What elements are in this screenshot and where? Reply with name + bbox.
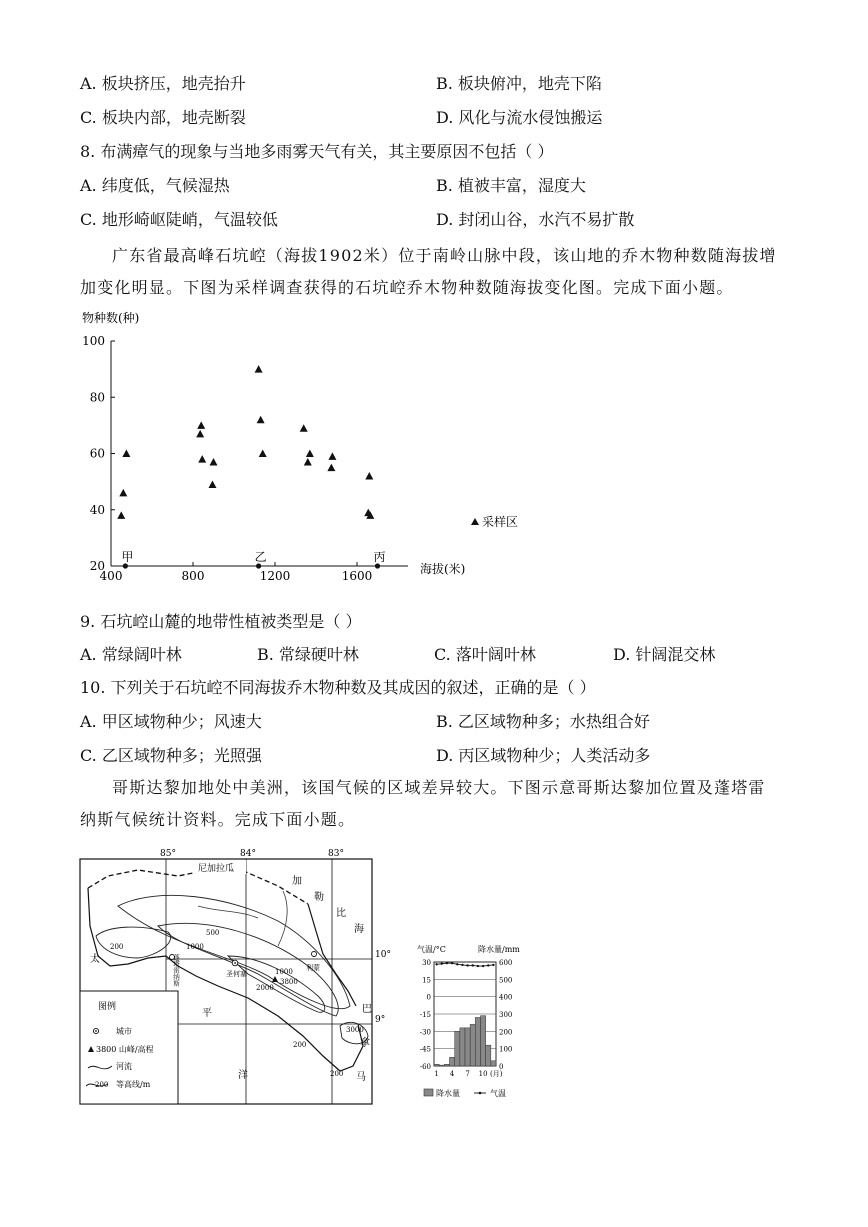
sample-point-marker [255,365,263,373]
precip-bar [475,1017,480,1066]
precip-bar [460,1028,465,1066]
q9-option-c: C. 落叶阔叶林 [434,645,536,664]
q7-option-b: B. 板块俯冲，地壳下陷 [436,74,602,93]
climate-precip-tick: 100 [499,1045,513,1054]
passage-shikengkong: 广东省最高峰石坑崆（海拔1902米）位于南岭山脉中段，该山地的乔木物种数随海拔增加变化明显。下图为采样调查获得的石坑崆乔木物种数随海拔变化图。完成下面小题。 [80,246,777,297]
sea-char-3: 比 [336,908,346,919]
climate-temp-tick: -45 [419,1045,431,1054]
chart-y-tick-label: 100 [82,334,105,348]
climate-precip-tick: 200 [499,1028,513,1037]
q8-stem: 8. 布满瘴气的现象与当地多雨雾天气有关，其主要原因不包括（ ） [80,142,554,161]
panama-char-1: 巴 [362,1004,372,1015]
chart-y-tick-label: 20 [89,559,105,573]
precip-bar [486,1045,491,1066]
climate-month-tick: 7 [465,1070,470,1078]
legend-city-label: 城市 [116,1027,132,1036]
sample-point-marker [119,489,127,497]
sample-point-marker [196,430,204,438]
contour-label-1000a: 1000 [186,943,204,951]
lon-label-84: 84° [240,849,256,859]
lat-label-9: 9° [375,1015,386,1025]
temperature-point [461,964,463,966]
q9-option-a: A. 常绿阔叶林 [80,645,182,664]
sample-point-marker [328,452,336,460]
ocean-char-2: 平 [202,1008,212,1019]
chart-y-tick-label: 80 [89,390,105,405]
q9-option-d: D. 针阔混交林 [613,645,716,664]
temperature-point [446,962,448,964]
legend-river-label: 河流 [116,1062,132,1071]
precip-bar [444,1064,449,1066]
zone-label: 丙 [373,550,386,564]
temperature-point [477,965,479,967]
climate-temp-tick: 15 [422,976,431,985]
climate-legend-precip: 降水量 [436,1089,460,1098]
sample-point-marker [306,450,314,458]
chart-y-tick-label: 40 [89,502,105,517]
contour-label-3000: 3000 [346,1026,364,1034]
map-legend-title: 图例 [98,1002,117,1012]
precip-bar [439,1065,444,1066]
precip-bar [455,1031,460,1066]
sample-point-marker [257,416,265,424]
temperature-point [472,964,474,966]
temperature-point [451,962,453,964]
city-marker-limon [312,952,317,957]
q10-option-a: A. 甲区域物种少；风速大 [80,712,262,731]
precip-bar [481,1016,486,1066]
q7-option-d: D. 风化与流水侵蚀搬运 [436,108,603,127]
q8-option-b: B. 植被丰富，湿度大 [436,176,586,195]
panama-char-2: 拿 [360,1038,370,1049]
contour-label-200c: 200 [330,1070,344,1078]
sample-point-marker [208,480,216,488]
temperature-point [492,964,494,966]
q9-stem: 9. 石坑崆山麓的地带性植被类型是（ ） [80,612,362,631]
q8-option-a: A. 纬度低，气候湿热 [80,176,230,195]
q10-option-d: D. 丙区域物种少；人类活动多 [436,746,651,765]
climate-month-tick: 10 [478,1070,488,1078]
peak-elevation: 3800 [280,978,298,986]
climate-month-unit: (月) [490,1070,503,1078]
climate-precip-tick: 500 [499,976,513,985]
legend-contour-label: 等高线/m [116,1080,151,1089]
climate-legend-temp: 气温 [490,1089,506,1098]
climate-temp-tick: 30 [422,959,431,967]
sea-char-4: 海 [354,924,364,935]
precip-bar [465,1028,470,1066]
sample-point-marker [198,455,206,463]
city-label-san-jose: 圣何塞 [226,970,247,978]
chart-x-axis-label: 海拔(米) [420,562,466,576]
sample-point-marker [304,458,312,466]
sample-point-marker [122,450,130,458]
precip-bar [491,1061,496,1066]
chart-x-tick-label: 1600 [341,569,373,583]
zone-marker [375,563,380,568]
costa-rica-map [78,846,391,1108]
legend-contour-value: 200 [95,1081,109,1089]
zone-marker [256,563,261,568]
zone-label: 乙 [254,550,267,564]
contour-label-200a: 200 [110,943,124,951]
q8-option-c: C. 地形崎岖陡峭，气温较低 [80,210,278,229]
city-label-limon: 利蒙 [306,964,320,972]
climate-temp-tick: 0 [426,993,431,1002]
ocean-char-1: 太 [90,954,100,965]
city-label-puntarenas: 蓬塔雷纳斯 [172,954,180,987]
sea-char-2: 勒 [314,892,324,903]
species-elevation-scatter-chart [78,308,548,583]
climate-precip-tick: 400 [499,993,513,1002]
puntarenas-climate-chart [408,938,568,1102]
q7-option-a: A. 板块挤压，地壳抬升 [80,74,246,93]
climate-precip-tick: 600 [499,959,513,967]
chart-legend-label: 采样区 [482,515,519,529]
legend-precip-swatch [424,1089,433,1096]
climate-month-tick: 4 [449,1070,455,1078]
chart-x-tick-label: 400 [99,569,123,583]
lon-label-83: 83° [328,849,344,859]
climate-precip-tick: 300 [499,1011,513,1019]
chart-x-tick-label: 1200 [259,569,291,583]
legend-peak-label: 3800 山峰/高程 [96,1045,154,1054]
q8-option-d: D. 封闭山谷，水汽不易扩散 [436,210,635,229]
temperature-point [456,963,458,965]
sample-point-marker [365,472,373,480]
sample-point-marker [117,511,125,519]
climate-temp-tick: -60 [419,1063,431,1071]
lon-label-85: 85° [160,849,176,859]
zone-label: 甲 [121,550,134,564]
sample-point-marker [300,424,308,432]
climate-precip-axis-label: 降水量/mm [478,945,520,954]
sea-char-1: 加 [292,876,302,887]
legend-triangle-marker [471,518,479,525]
precip-bar [434,1064,439,1066]
zone-marker [123,563,128,568]
contour-label-200b: 200 [293,1041,307,1049]
sample-point-marker [327,464,335,472]
climate-temp-tick: -15 [419,1011,431,1019]
chart-x-tick-label: 800 [181,569,205,583]
contour-label-2000: 2000 [256,984,274,992]
sample-point-marker [197,421,205,429]
temperature-point [466,964,468,966]
temperature-point [487,964,489,966]
q10-stem: 10. 下列关于石坑崆不同海拔乔木物种数及其成因的叙述，正确的是（ ） [80,678,596,697]
q9-option-b: B. 常绿硬叶林 [257,645,359,664]
precip-bar [450,1057,455,1066]
sample-point-marker [210,458,218,466]
chart-y-axis-label: 物种数(种) [82,311,140,325]
panama-char-3: 马 [356,1072,366,1083]
contour-label-500: 500 [206,929,220,937]
temperature-point [482,965,484,967]
temperature-point [435,963,437,965]
q7-option-c: C. 板块内部，地壳断裂 [80,108,246,127]
contour-label-1000b: 1000 [275,968,293,976]
chart-y-tick-label: 60 [89,446,105,461]
climate-month-tick: 1 [434,1070,439,1078]
climate-temp-axis-label: 气温/°C [417,945,446,954]
lat-label-10: 10° [375,950,391,960]
q10-option-c: C. 乙区域物种多；光照强 [80,746,262,765]
climate-temp-tick: -30 [419,1028,431,1037]
passage-costa-rica: 哥斯达黎加地处中美洲，该国气候的区域差异较大。下图示意哥斯达黎加位置及蓬塔雷纳斯气候统计资料。完成下面小题。 [80,778,766,829]
q10-option-b: B. 乙区域物种多；水热组合好 [436,712,650,731]
climate-precip-tick: 0 [499,1063,504,1071]
sample-point-marker [259,450,267,458]
nicaragua-label: 尼加拉瓜 [198,864,235,874]
temperature-point [441,963,443,965]
precip-bar [470,1024,475,1066]
ocean-char-3: 洋 [238,1070,248,1081]
